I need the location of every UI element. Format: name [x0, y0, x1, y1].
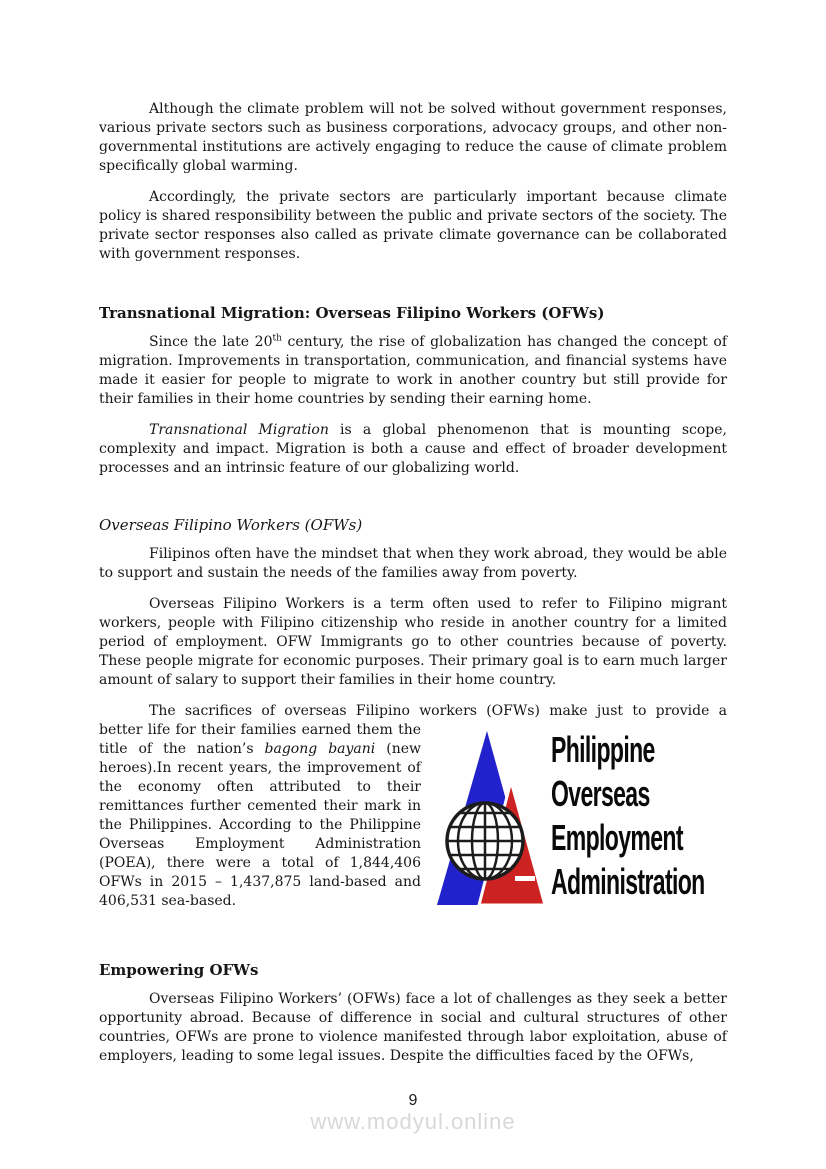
- paragraph-transnational-definition: [99, 421, 727, 478]
- poea-emblem-icon: [435, 723, 547, 908]
- page-number: 9: [408, 1092, 418, 1109]
- globe-icon: [447, 803, 523, 879]
- poea-logo-line: Employment: [551, 816, 683, 858]
- watermark-url: www.modyul.online: [310, 1109, 516, 1134]
- subheading-overseas-filipino-workers: Overseas Filipino Workers (OFWs): [99, 516, 363, 534]
- text-segment: century, the rise of globalization has changed the concept of migration. Improvements in transportation, communication, and financial systems have made it easier for people to migrate to work in another country but still provide for their families in their home countries by sending their earning home.: [99, 334, 728, 407]
- paragraph-globalization: [99, 333, 727, 409]
- text-segment: better life for their families earned them the title of the nation’s: [99, 722, 421, 757]
- paragraph-climate-private-sectors: Although the climate problem will not be solved without government responses, various private sectors such as business corporations, advocacy groups, and other non-governmental institutions are actively engaging to reduce the cause of climate problem specifically global warming.: [99, 101, 727, 174]
- heading-transnational-migration: Transnational Migration: Overseas Filipino Workers (OFWs): [99, 304, 605, 322]
- text-segment-italic: Transnational Migration: [149, 422, 329, 438]
- poea-logo-line: Overseas: [551, 772, 650, 814]
- text-segment-italic: bagong bayani: [264, 741, 376, 757]
- poea-logo-line: Administration: [551, 860, 705, 902]
- paragraph-climate-governance: Accordingly, the private sectors are particularly important because climate policy is shared responsibility between the public and private sectors of the society. The private sector responses also called as private climate governance can be collaborated with government responses.: [99, 189, 727, 262]
- paragraph-sacrifices-lead: The sacrifices of overseas Filipino workers (OFWs) make just to provide a: [149, 703, 727, 719]
- poea-triangle-crossbar: [515, 876, 535, 881]
- text-segment: is a global phenomenon that is mounting scope, complexity and impact. Migration is both a cause and effect of broader development processes and an intrinsic feature of our globalizing world.: [99, 422, 727, 476]
- text-segment: (new heroes).In recent years, the improvement of the economy often attributed to their remittances further cemented their mark in the Philippines. According to the Philippine Overseas Employment Administration (POEA), there were a total of 1,844,406 OFWs in 2015 – 1,437,875 land-based and 406,531 sea-based.: [99, 741, 421, 909]
- paragraph-filipino-mindset: Filipinos often have the mindset that when they work abroad, they would be able to support and sustain the needs of the families away from poverty.: [99, 546, 727, 581]
- poea-logo-line: Philippine: [551, 728, 655, 770]
- heading-empowering-ofws: Empowering OFWs: [99, 961, 259, 979]
- paragraph-ofw-term: Overseas Filipino Workers is a term often used to refer to Filipino migrant workers, people with Filipino citizenship who reside in another country for a limited period of employment. OFW Immigrants go to other countries because of poverty. These people migrate for economic purposes. Their primary goal is to earn much larger amount of salary to support their families in their home country.: [99, 596, 727, 688]
- section-sacrifices: [99, 702, 727, 911]
- poea-logo-text: [551, 728, 705, 904]
- superscript-th: th: [272, 333, 282, 344]
- poea-logo: [435, 723, 727, 908]
- text-segment: Since the late 20: [149, 334, 273, 350]
- paragraph-empowering: Overseas Filipino Workers’ (OFWs) face a lot of challenges as they seek a better opportunity abroad. Because of difference in social and cultural structures of other countries, OFWs are prone to violence manifested through labor exploitation, abuse of employers, leading to some legal issues. Despite the difficulties faced by the OFWs,: [99, 991, 727, 1064]
